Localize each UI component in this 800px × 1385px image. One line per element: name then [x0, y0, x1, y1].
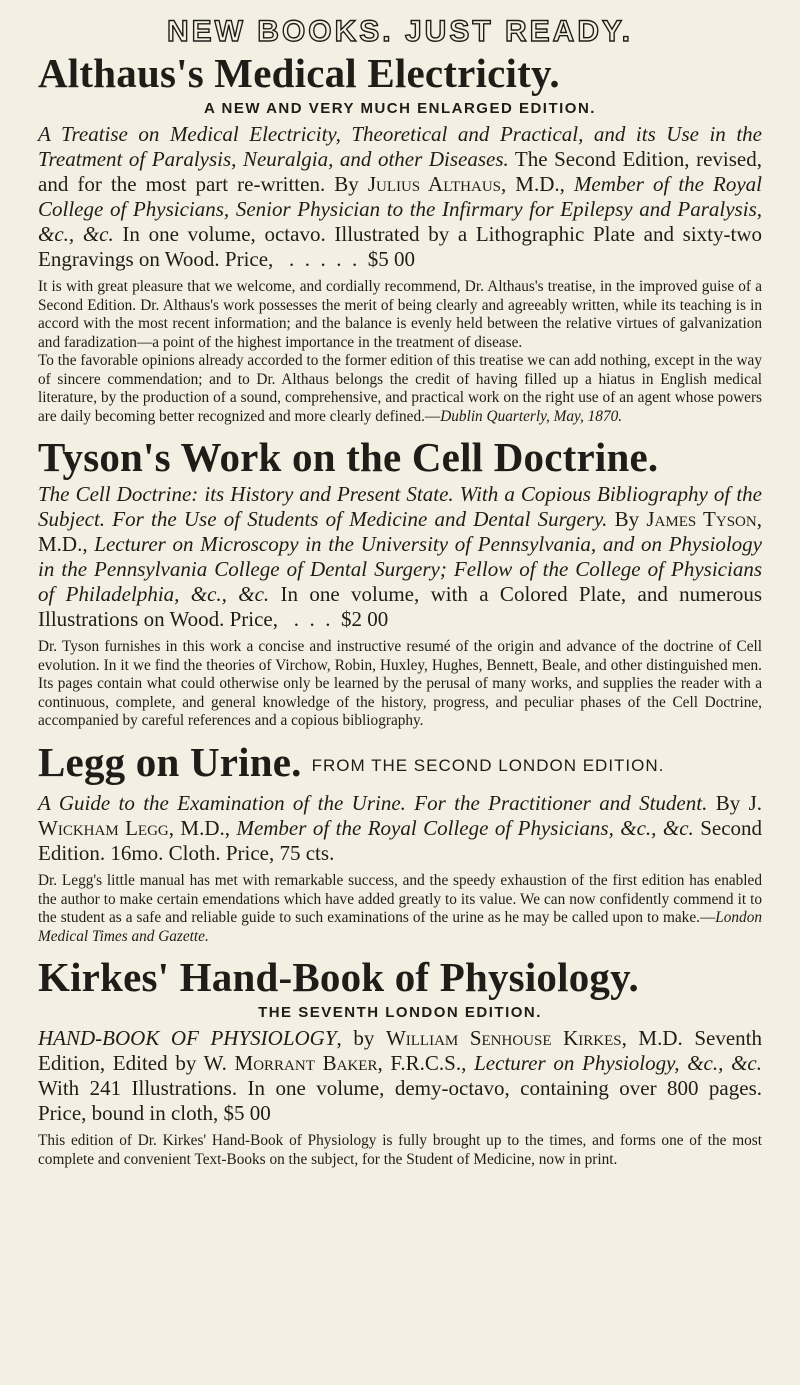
book-althaus	[38, 50, 762, 426]
review	[38, 278, 762, 426]
edition-note: A NEW AND VERY MUCH ENLARGED EDITION.	[204, 100, 596, 117]
review-paragraph: It is with great pleasure that we welcome, and cordially recommend, Dr. Althaus's treatise, in the improved guise of a Second Edition. Dr. Althaus's work possesses the merit of being clearly and agreeably written, while its teaching is in accord with the most recent information; and the balance is evenly held between the relative virtues of galvanization and faradization—a point of the highest importance in the treatment of disease.	[38, 278, 762, 351]
book-description: A Treatise on Medical Electricity, Theoretical and Practical, and its Use in the Treatment of Paralysis, Neuralgia, and other Diseases. The Second Edition, revised, and for the most part re-written. By Julius Althaus, M.D., Member of the Royal College of Physicians, Senior Physician to the Infirmary for Epilepsy and Paralysis, &c., &c. In one volume, octavo. Illustrated by a Lithographic Plate and sixty-two Engravings on Wood. Price, . . . . . $5 00	[38, 122, 763, 271]
review	[38, 1132, 762, 1169]
book-description: A Guide to the Examination of the Urine. For the Practitioner and Student. By J. Wickham Legg, M.D., Member of the Royal College of Physicians, &c., &c. Second Edition. 16mo. Cloth. Price, 75 cts.	[38, 791, 763, 866]
review-source: London Medical Times and Gazette.	[38, 909, 762, 945]
review-paragraph: Dr. Tyson furnishes in this work a concise and instructive resumé of the origin and advance of the doctrine of Cell evolution. In it we find the theories of Virchow, Robin, Huxley, Hughes, Bennett, Beale, and other distinguished men. Its pages contain what could otherwise only be learned by the perusal of many works, and supplies the reader with a continuous, complete, and general knowledge of the history, progress, and peculiar phases of the Cell Doctrine, accompanied by careful references and a copious bibliography.	[38, 638, 762, 729]
review	[38, 872, 762, 946]
banner-heading: NEW BOOKS. JUST READY.	[166, 15, 634, 48]
review-source: Dublin Quarterly, May, 1870.	[440, 407, 623, 425]
book-legg	[38, 739, 762, 947]
book-kirkes	[38, 954, 762, 1169]
book-title: Althaus's Medical Electricity.	[38, 50, 560, 96]
review-paragraph: This edition of Dr. Kirkes' Hand-Book of Physiology is fully brought up to the times, and forms one of the most complete and convenient Text-Books on the subject, for the Student of Medicine, now in print.	[38, 1132, 762, 1168]
book-title: Tyson's Work on the Cell Doctrine.	[38, 434, 659, 480]
review-paragraph: Dr. Legg's little manual has met with remarkable success, and the speedy exhaustion of the first edition has enabled the author to make certain emendations which have added greatly to its value. We can now confidently commend it to the student as a safe and reliable guide to such examinations of the urine as he may be called upon to make.—London Medical Times and Gazette.	[38, 872, 762, 945]
review-paragraph: To the favorable opinions already accorded to the former edition of this treatise we can add nothing, except in the way of sincere commendation; and to Dr. Althaus belongs the credit of having filled up a hiatus in English medical literature, by the production of a sound, comprehensive, and practical work on the right use of an agent whose powers are daily becoming better recognized and more clearly defined.—Dublin Quarterly, May, 1870.	[38, 352, 762, 425]
review	[38, 638, 762, 731]
edition-note: THE SEVENTH LONDON EDITION.	[258, 1004, 542, 1022]
book-tyson	[38, 434, 762, 731]
book-description: HAND-BOOK OF PHYSIOLOGY, by William Senhouse Kirkes, M.D. Seventh Edition, Edited by W. Morrant Baker, F.R.C.S., Lecturer on Physiology, &c., &c. With 241 Illustrations. In one volume, demy-octavo, containing over 800 pages. Price, bound in cloth, $5 00	[38, 1026, 763, 1126]
book-title: Legg on Urine. FROM THE SECOND LONDON EDITION.	[38, 738, 665, 785]
book-description: The Cell Doctrine: its History and Present State. With a Copious Bibliography of the Subject. For the Use of Students of Medicine and Dental Surgery. By James Tyson, M.D., Lecturer on Microscopy in the University of Pennsylvania, and on Physiology in the Pennsylvania College of Dental Surgery; Fellow of the College of Physicians of Philadelphia, &c., &c. In one volume, with a Colored Plate, and numerous Illustrations on Wood. Price, . . . $2 00	[38, 482, 763, 631]
edition-note: FROM THE SECOND LONDON EDITION.	[311, 756, 665, 776]
book-title: Kirkes' Hand-Book of Physiology.	[38, 954, 639, 1001]
